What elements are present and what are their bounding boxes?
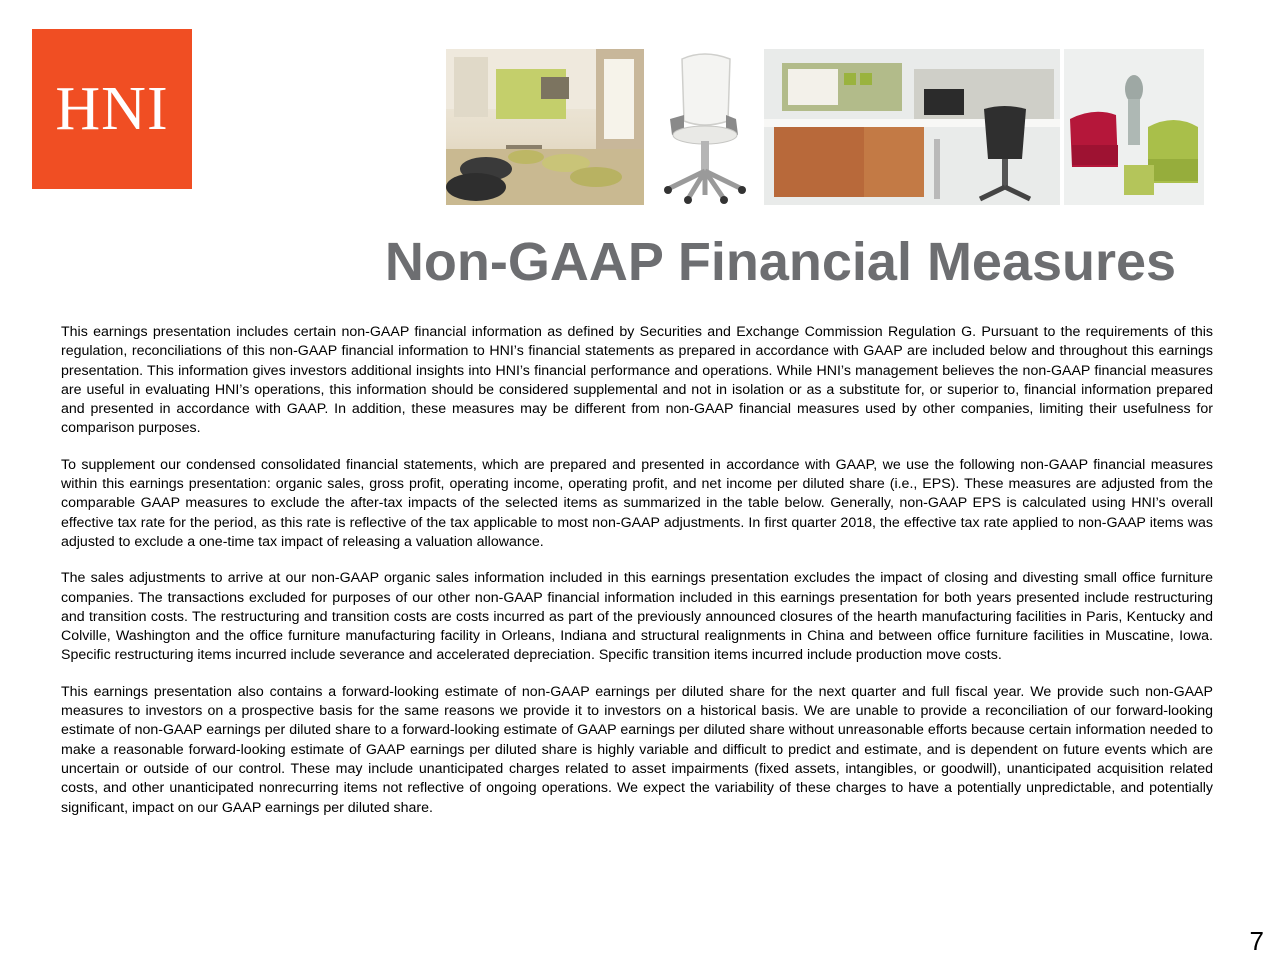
- header-photo-strip: [446, 49, 1204, 205]
- task-chair-photo: [648, 49, 760, 205]
- hni-logo: [32, 29, 192, 189]
- lounge-seating-photo: [1064, 49, 1204, 205]
- page-title: Non-GAAP Financial Measures: [384, 232, 1177, 292]
- body-text: [61, 323, 1213, 835]
- paragraph: To supplement our condensed consolidated financial statements, which are prepared and presented in accordance with GAAP, we use the following non-GAAP financial measures within this earnings presentation: organic sales, gross profit, operating income, operating profit, and net income per diluted share (i.e., EPS). These measures are adjusted from the comparable GAAP measures to exclude the after-tax impacts of the selected items as summarized in the table below. Generally, non-GAAP EPS is calculated using HNI’s overall effective tax rate for the period, as this rate is reflective of the tax applicable to most non-GAAP adjustments. In first quarter 2018, the effective tax rate applied to non-GAAP items was adjusted to exclude a one-time tax impact of releasing a valuation allowance.: [61, 456, 1213, 550]
- lounge-interior-photo: [446, 49, 644, 205]
- logo-text: HNI: [55, 75, 169, 143]
- paragraph: This earnings presentation also contains a forward-looking estimate of non-GAAP earnings per diluted share for the next quarter and full fiscal year. We provide such non-GAAP measures to investors on a prospective basis for the same reasons we provide it to investors on a historical basis. We are unable to provide a reconciliation of our forward-looking estimate of non-GAAP earnings per diluted share to a forward-looking estimate of GAAP earnings per diluted share without unreasonable efforts because certain information needed to make a reasonable forward-looking estimate of GAAP earnings per diluted share is highly variable and difficult to predict and estimate, and is dependent on future events which are uncertain or outside of our control. These may include unanticipated charges related to asset impairments (fixed assets, intangibles, or goodwill), unanticipated acquisition related costs, and other unanticipated nonrecurring items not reflective of ongoing operations. We expect the variability of these charges to have a potentially unpredictable, and potentially significant, impact on our GAAP earnings per diluted share.: [61, 683, 1213, 816]
- paragraph: This earnings presentation includes certain non-GAAP financial information as defined by Securities and Exchange Commission Regulation G. Pursuant to the requirements of this regulation, reconciliations of this non-GAAP financial information to HNI’s financial statements as prepared in accordance with GAAP are included below and throughout this earnings presentation. This information gives investors additional insights into HNI’s financial performance and operations. While HNI’s management believes the non-GAAP financial measures are useful in evaluating HNI’s operations, this information should be considered supplemental and not in isolation or as a substitute for, or superior to, financial information prepared and presented in accordance with GAAP. In addition, these measures may be different from non-GAAP financial measures used by other companies, limiting their usefulness for comparison purposes.: [61, 324, 1213, 437]
- office-workstation-photo: [764, 49, 1060, 205]
- page-number: 7: [1249, 926, 1264, 956]
- paragraph: The sales adjustments to arrive at our non-GAAP organic sales information included in this earnings presentation excludes the impact of closing and divesting small office furniture companies. The transactions excluded for purposes of our other non-GAAP financial information included in this earnings presentation for both years presented include restructuring and transition costs. The restructuring and transition costs are costs incurred as part of the previously announced closures of the hearth manufacturing facilities in Paris, Kentucky and Colville, Washington and the office furniture manufacturing facility in Orleans, Indiana and structural realignments in China and between office furniture facilities in Muscatine, Iowa. Specific restructuring items incurred include severance and accelerated depreciation. Specific transition items incurred include production move costs.: [61, 570, 1213, 664]
